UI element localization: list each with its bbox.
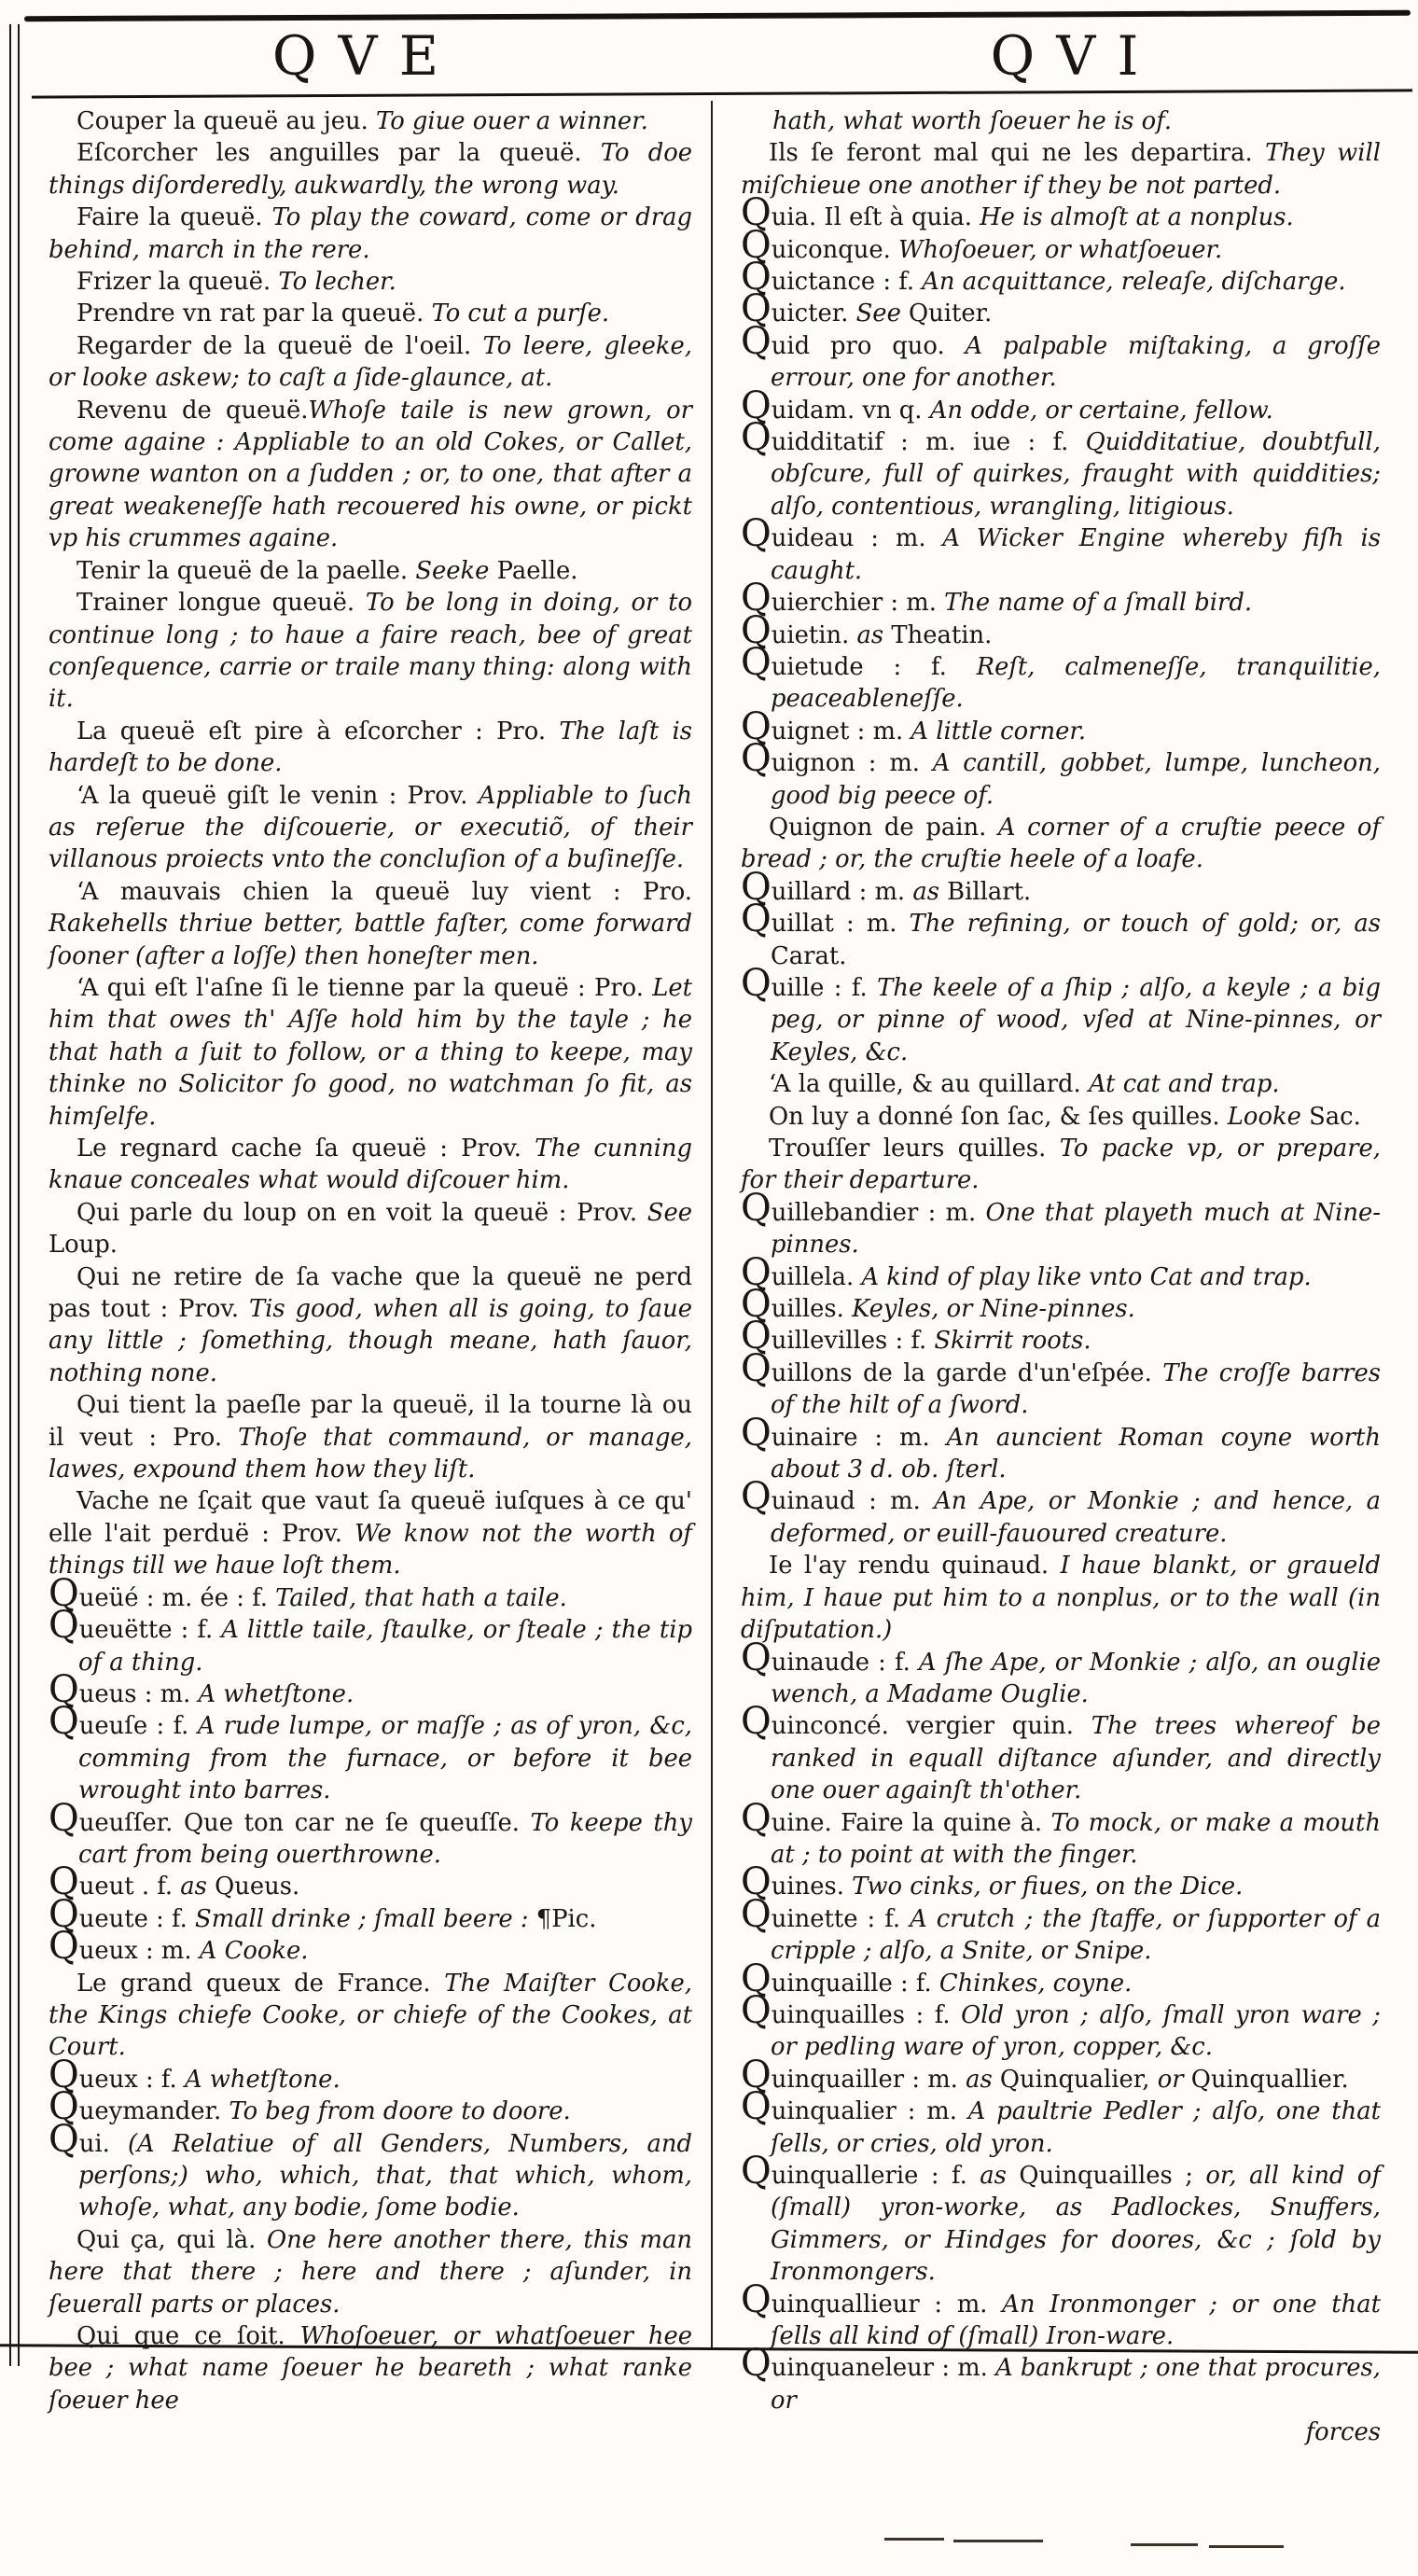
french-text: Trainer longue queuë. <box>76 589 366 618</box>
dictionary-entry <box>741 105 1381 137</box>
english-gloss: Thoſe that commaund, or manage, lawes, expound them how they liſt. <box>49 1423 692 1484</box>
french-text: Quignon de pain. <box>769 813 998 842</box>
dictionary-entry <box>49 1796 692 1872</box>
dictionary-entry <box>741 2085 1382 2160</box>
french-text: Quinaire : m. <box>741 1411 947 1455</box>
dictionary-entry <box>49 105 692 137</box>
english-gloss: A whetſtone. <box>198 1679 354 1708</box>
english-gloss: An Ape, or Monkie ; and hence, a deformed, or euill-fauoured creature. <box>771 1487 1381 1548</box>
french-text: Queuſſer. Que ton car ne ſe queuſſe. <box>49 1796 531 1840</box>
foot-press-mark <box>953 2540 1043 2542</box>
english-gloss: An acquittance, releaſe, diſcharge. <box>922 268 1346 297</box>
french-text: Prendre vn rat par la queuë. <box>76 299 432 328</box>
english-gloss: Seeke <box>415 556 497 585</box>
english-gloss: An auncient Roman coyne worth about 3 d. ob. ſterl. <box>771 1423 1381 1484</box>
french-text: Quignet : m. <box>741 704 911 748</box>
dictionary-entry <box>49 1485 692 1581</box>
english-gloss: To be long in doing, or to continue long ; to haue a faire reach, bee of great conſequence, carrie or traile many thing: along with it. <box>49 589 692 714</box>
dictionary-entry <box>741 1283 1381 1327</box>
english-gloss: A whetſtone. <box>184 2065 341 2094</box>
english-gloss: Let him that owes th' Aſſe hold him by the tayle ; he that hath a ſuit to follow, or a thing to keepe, may thinke no Solicitor ſo good, no watchman ſo fit, as himſelfe. <box>49 973 692 1131</box>
french-text: Quinaud : m. <box>741 1475 935 1519</box>
french-text: Queus. <box>215 1873 300 1901</box>
french-text: Quinquailler : m. <box>741 2053 966 2096</box>
english-gloss: A little taile, ſtaulke, or ſteale ; the tip of a thing. <box>78 1616 692 1677</box>
dictionary-entry <box>741 961 1381 1068</box>
dictionary-entry <box>741 223 1381 267</box>
english-gloss: An odde, or certaine, fellow. <box>929 396 1273 425</box>
english-gloss: The cunning knaue conceales what would diſcouer him. <box>49 1135 692 1195</box>
dictionary-entry <box>49 2224 692 2320</box>
english-gloss: The laſt is hardeſt to be done. <box>49 717 692 778</box>
french-text: Qui tient la paeſle par la queuë, il la tourne là ou il veut : Pro. <box>49 1391 692 1452</box>
english-gloss: A cantill, gobbet, lumpe, luncheon, good big peece of. <box>771 749 1381 810</box>
dictionary-entry <box>741 1068 1381 1100</box>
dictionary-entry <box>741 1892 1381 1968</box>
dictionary-entry <box>741 812 1381 876</box>
french-text: Quinquailles ; <box>1019 2162 1206 2190</box>
dictionary-entry <box>741 1636 1381 1711</box>
french-text: Queute : f. <box>49 1892 196 1936</box>
dictionary-entry <box>741 737 1381 812</box>
dictionary-entry <box>49 1197 692 1261</box>
dictionary-entry <box>741 1550 1381 1646</box>
french-text: Revenu de queuë. <box>76 396 309 425</box>
french-text: Quinqualier : m. <box>741 2085 968 2129</box>
dictionary-entry <box>741 319 1381 395</box>
french-text: Qui ça, qui là. <box>76 2225 267 2254</box>
french-text: ‘A mauvais chien la queuë luy vient : Pro. <box>76 877 692 906</box>
running-head-right: QVI <box>990 24 1161 88</box>
french-text: Loup. <box>49 1231 118 1260</box>
english-gloss: They will miſchieue one another if they be not parted. <box>741 139 1381 200</box>
english-gloss: A corner of a cruſtie peece of bread ; or, the cruſtie heele of a loafe. <box>741 813 1381 874</box>
french-text: Queux : f. <box>49 2053 185 2096</box>
english-gloss: To doe things diſorderedly, aukwardly, the wrong way. <box>49 139 693 200</box>
french-text: ¶Pic. <box>535 1904 597 1933</box>
dictionary-entry <box>49 137 692 202</box>
french-text: Carat. <box>771 941 847 970</box>
english-gloss: The Maiſter Cooke, the Kings chiefe Cooke, or chiefe of the Cookes, at Court. <box>49 1969 692 2062</box>
french-text: Quillebandier : m. <box>741 1186 986 1230</box>
french-text: Quilles. <box>741 1283 853 1327</box>
french-text: Queus : m. <box>49 1667 199 1711</box>
french-text: Quinquailles : f. <box>741 1988 962 2032</box>
english-gloss: Whoſoeuer, or whatſoeuer. <box>898 235 1223 264</box>
french-text: Ie l'ay rendu quinaud. <box>769 1552 1061 1580</box>
dictionary-entry <box>741 1101 1381 1133</box>
french-text: Tenir la queuë de la paelle. <box>76 556 416 585</box>
dictionary-entry <box>741 287 1381 331</box>
english-gloss: See <box>855 299 910 328</box>
header-rule <box>32 89 1412 98</box>
french-text: Qui parle du loup on en voit la queuë : Prov. <box>76 1198 647 1227</box>
english-gloss: The name of a ſmall bird. <box>944 589 1253 618</box>
english-gloss: To leere, gleeke, or looke askew; to caſt a ſide-glaunce, at. <box>49 331 692 393</box>
french-text: Quine. Faire la quine à. <box>741 1796 1051 1840</box>
dictionary-entry <box>741 256 1381 299</box>
dictionary-entry <box>741 191 1381 235</box>
french-text: Paelle. <box>496 556 578 585</box>
french-text: Queut . f. <box>49 1860 181 1904</box>
french-text: Quinquaille : f. <box>741 1956 939 2000</box>
dictionary-entry <box>741 2150 1381 2289</box>
french-text: Quillela. <box>741 1250 862 1294</box>
english-gloss: A Wicker Engine whereby fiſh is caught. <box>771 524 1381 585</box>
left-column <box>49 105 692 2416</box>
english-gloss: A bankrupt ; one that procures, or <box>771 2354 1381 2415</box>
english-gloss: A paultrie Pedler ; alſo, one that ſells, or cries, old yron. <box>771 2097 1382 2158</box>
dictionary-entry <box>49 587 692 716</box>
french-text: La queuë eſt pire à eſcorcher : Pro. <box>76 717 560 745</box>
english-gloss: Tis good, when all is going, to ſaue any little ; ſomething, though meane, hath ſauor, nothing none. <box>49 1295 692 1387</box>
dictionary-entry <box>741 2277 1382 2353</box>
french-text: Queymander. <box>49 2085 229 2129</box>
dictionary-entry <box>49 1667 692 1711</box>
french-text: Couper la queuë au jeu. <box>76 107 376 135</box>
french-text: Quinqualier, <box>999 2065 1158 2094</box>
dictionary-entry <box>49 202 692 266</box>
french-text: Quinquaneleur : m. <box>741 2342 996 2386</box>
french-text: Quinquallier. <box>1190 2065 1349 2094</box>
dictionary-entry <box>741 137 1381 202</box>
english-gloss: To keepe thy cart from being ouerthrowne. <box>78 1808 692 1869</box>
french-text: Quicter. <box>741 287 856 331</box>
dictionary-entry <box>49 716 692 780</box>
dictionary-entry <box>741 416 1381 522</box>
french-text: Quiconque. <box>741 223 899 267</box>
dictionary-entry <box>49 1860 692 1904</box>
dictionary-entry <box>741 704 1381 748</box>
foot-press-mark <box>1209 2545 1284 2548</box>
french-text: Le grand queux de France. <box>76 1969 445 1998</box>
english-gloss: One here another there, this man here that there ; here and there ; aſunder, in ſeuerall parts or places. <box>49 2225 692 2318</box>
english-gloss: Appliable to ſuch as reſerue the diſcouerie, or executiõ, of their villanous proiects vnto the concluſion of a buſineſſe. <box>49 781 692 874</box>
dictionary-entry <box>49 1700 692 1806</box>
english-gloss: Two cinks, or fiues, on the Dice. <box>852 1873 1244 1901</box>
french-text: Eſcorcher les anguilles par la queuë. <box>76 139 601 168</box>
english-gloss: A rude lumpe, or maſſe ; as of yron, &c, comming from the furnace, or before it bee wrought into barres. <box>78 1712 692 1805</box>
dictionary-entry <box>49 2053 692 2096</box>
dictionary-entry <box>49 876 692 972</box>
english-gloss: A little corner. <box>911 717 1087 745</box>
dictionary-entry <box>741 608 1381 652</box>
french-text: Quia. Il eſt à quia. <box>741 191 980 235</box>
english-gloss: To play the coward, come or drag behind, march in the rere. <box>49 203 692 264</box>
dictionary-entry <box>741 1956 1381 2000</box>
dictionary-entry <box>49 1389 692 1485</box>
english-gloss: To giue ouer a winner. <box>375 107 648 135</box>
english-gloss: To cut a purſe. <box>431 299 610 328</box>
english-gloss: as <box>856 620 892 649</box>
french-text: ‘A la quille, & au quillard. <box>769 1070 1089 1099</box>
french-text: Queuëtte : f. <box>49 1604 222 1648</box>
dictionary-entry <box>741 865 1381 909</box>
english-gloss: Tailed, that hath a taile. <box>275 1583 567 1612</box>
english-gloss: I haue blankt, or graueld him, I haue put him to a nonplus, or to the wall (in diſputation.) <box>741 1552 1381 1645</box>
dictionary-entry <box>49 2085 692 2129</box>
french-text: Quillat : m. <box>741 898 910 941</box>
foot-press-mark <box>1131 2543 1198 2546</box>
english-gloss: (A Relatiue of all Genders, Numbers, and perſons;) who, which, that, that which, whom, whoſe, what, any bodie, ſome bodie. <box>78 2129 692 2222</box>
dictionary-entry <box>49 266 692 298</box>
french-text: Queüé : m. ée : f. <box>49 1571 276 1615</box>
french-text: Queuſe : f. <box>49 1700 198 1744</box>
french-text: Qui. <box>49 2117 128 2161</box>
english-gloss: The trees whereof be ranked in equall diſtance aſunder, and directly one ouer againſt th'other. <box>771 1712 1381 1805</box>
french-text: Frizer la queuë. <box>76 268 279 297</box>
english-gloss: A palpable miſtaking, a groſſe errour, one for another. <box>771 331 1381 393</box>
english-gloss: hath, what worth ſoeuer he is of. <box>772 107 1173 135</box>
english-gloss: To packe vp, or prepare, for their departure. <box>741 1135 1382 1195</box>
english-gloss: A Cooke. <box>199 1937 309 1966</box>
dictionary-entry <box>741 1186 1381 1261</box>
english-gloss: The keele of a ſhip ; alſo, a keyle ; a big peg, or pinne of wood, vſed at Nine-pinnes, or Keyles, &c. <box>771 973 1381 1066</box>
dictionary-entry <box>49 1968 692 2064</box>
french-text: Quinaude : f. <box>741 1636 919 1679</box>
french-text: Quiter. <box>909 299 993 328</box>
english-gloss: or <box>1157 2065 1191 2094</box>
english-gloss: We know not the worth of things till we haue loſt them. <box>49 1519 692 1580</box>
running-head-left: QVE <box>271 24 461 88</box>
french-text: Quietude : f. <box>741 640 977 684</box>
english-gloss: A crutch ; the ſtaffe, or ſupporter of a cripple ; alſo, a Snite, or Snipe. <box>771 1904 1381 1966</box>
french-text: Billart. <box>947 877 1032 906</box>
dictionary-entry <box>741 2053 1381 2096</box>
dictionary-entry <box>741 2342 1381 2416</box>
english-gloss: To lecher. <box>278 268 396 297</box>
english-gloss: Skirrit roots. <box>934 1327 1091 1356</box>
french-text: Quillevilles : f. <box>741 1315 935 1358</box>
dictionary-entry <box>741 1411 1381 1486</box>
right-column <box>741 105 1381 2449</box>
english-gloss: The refining, or touch of gold; or, as <box>909 910 1381 939</box>
catchword <box>741 2416 1381 2448</box>
french-text: ‘A la queuë giſt le venin : Prov. <box>76 781 479 810</box>
dictionary-entry <box>49 1261 692 1390</box>
dictionary-entry <box>49 1571 692 1615</box>
english-gloss: The croſſe barres of the hilt of a ſword. <box>771 1358 1381 1420</box>
dictionary-entry <box>741 577 1381 620</box>
dictionary-entry <box>49 1133 692 1197</box>
english-gloss: Rakehells thriue better, battle faſter, come forward ſooner (after a loſſe) then honeſter men. <box>49 910 692 970</box>
french-text: Quinconcé. vergier quin. <box>741 1700 1091 1744</box>
english-gloss: Keyles, or Nine-pinnes. <box>852 1295 1135 1324</box>
english-gloss: as <box>980 2162 1020 2190</box>
french-text: Quillons de la garde d'un'eſpée. <box>741 1346 1163 1390</box>
french-text: Sac. <box>1309 1102 1361 1131</box>
english-gloss: Old yron ; alſo, ſmall yron ware ; or pedling ware of yron, copper, &c. <box>771 2000 1381 2062</box>
english-gloss: Whoſe taile is new grown, or come againe : Appliable to an old Cokes, or Callet, growne wanton on a ſudden ; or, to one, that after a great weakeneſſe hath recouered his owne, or pickt vp his crummes againe. <box>49 396 692 553</box>
french-text: Quideau : m. <box>741 512 943 556</box>
left-page-border-inner <box>18 24 20 2366</box>
column-divider <box>711 101 713 2347</box>
french-text: Quid pro quo. <box>741 319 966 363</box>
dictionary-entry <box>49 555 692 587</box>
dictionary-entry <box>741 1796 1381 1872</box>
french-text: Theatin. <box>891 620 993 649</box>
foot-press-mark <box>884 2538 944 2541</box>
dictionary-entry <box>741 1988 1381 2064</box>
french-text: Quille : f. <box>741 961 878 1005</box>
dictionary-entry <box>49 972 692 1133</box>
english-gloss: Quidditatiue, doubtfull, obſcure, full of quirkes, fraught with quiddities; alſo, contentious, wrangling, litigious. <box>771 428 1381 521</box>
english-gloss: A ſhe Ape, or Monkie ; alſo, an ouglie wench, a Madame Ouglie. <box>771 1648 1381 1708</box>
french-text: Vache ne ſçait que vaut ſa queuë iuſques à ce qu' elle l'ait perduë : Prov. <box>49 1487 692 1548</box>
french-text: On luy a donné ſon ſac, & ſes quilles. <box>769 1102 1228 1131</box>
english-gloss: A kind of play like vnto Cat and trap. <box>861 1262 1312 1291</box>
dictionary-entry <box>49 780 692 876</box>
french-text: Quignon : m. <box>741 737 933 781</box>
dictionary-entry <box>49 1892 692 1936</box>
french-text: Quierchier : m. <box>741 577 945 620</box>
dictionary-entry <box>49 330 692 395</box>
english-gloss: One that playeth much at Nine-pinnes. <box>771 1198 1381 1260</box>
english-gloss: Whoſoeuer, or whatſoeuer hee bee ; what name ſoeuer he beareth ; what ranke ſoeuer hee <box>49 2322 692 2415</box>
english-gloss: See <box>646 1198 692 1227</box>
french-text: Quillard : m. <box>741 865 913 909</box>
dictionary-entry <box>741 1346 1381 1422</box>
dictionary-entry <box>49 2320 692 2416</box>
french-text: Quinquallerie : f. <box>741 2150 980 2193</box>
dictionary-entry <box>49 395 692 555</box>
dictionary-entry <box>49 1604 692 1678</box>
english-gloss: To beg from doore to doore. <box>229 2097 571 2126</box>
left-page-border-outer <box>9 24 11 2366</box>
dictionary-entry <box>741 383 1381 427</box>
french-text: Quines. <box>741 1860 853 1904</box>
french-text: Quietin. <box>741 608 857 652</box>
english-gloss: forces <box>1305 2418 1381 2447</box>
french-text: Quictance : f. <box>741 256 923 299</box>
dictionary-entry <box>741 640 1382 716</box>
english-gloss: as <box>966 2065 1000 2094</box>
dictionary-entry <box>49 1925 692 1969</box>
french-text: Regarder de la queuë de l'oeil. <box>76 331 483 360</box>
french-text: ‘A qui eſt l'aſne ſi le tienne par la queuë : Pro. <box>76 973 653 1002</box>
french-text: Queux : m. <box>49 1925 200 1969</box>
dictionary-entry <box>49 2117 692 2224</box>
dictionary-entry <box>741 1250 1381 1294</box>
french-text: Quinquallieur : m. <box>741 2277 1003 2321</box>
english-gloss: At cat and trap. <box>1088 1070 1280 1099</box>
french-text: Qui ne retire de ſa vache que la queuë ne perd pas tout : Prov. <box>49 1262 692 1324</box>
french-text: Ils ſe feront mal qui ne les departira. <box>769 139 1266 168</box>
dictionary-entry <box>741 1315 1381 1358</box>
english-gloss: He is almoſt at a nonplus. <box>980 203 1294 232</box>
dictionary-entry <box>741 1700 1381 1806</box>
french-text: Quidam. vn q. <box>741 383 930 427</box>
english-gloss: or, all kind of (ſmall) yron-worke, as Padlockes, Snuffers, Gimmers, or Hindges for doores, &c ; ſold by Ironmongers. <box>771 2162 1381 2287</box>
english-gloss: Reſt, calmeneſſe, tranquilitie, peaceableneſſe. <box>771 652 1382 714</box>
top-rule <box>24 10 1411 21</box>
english-gloss: Small drinke ; ſmall beere : <box>195 1904 536 1933</box>
english-gloss: To mock, or make a mouth at ; to point at with the finger. <box>771 1808 1381 1869</box>
french-text: Le regnard cache ſa queuë : Prov. <box>76 1135 535 1163</box>
english-gloss: as <box>180 1873 215 1901</box>
english-gloss: Looke <box>1227 1102 1310 1131</box>
dictionary-entry <box>741 512 1381 587</box>
french-text: Quinette : f. <box>741 1892 911 1936</box>
english-gloss: An Ironmonger ; or one that ſells all kind of (ſmall) Iron-ware. <box>771 2290 1382 2351</box>
dictionary-entry <box>741 1133 1381 1197</box>
dictionary-entry <box>741 1860 1381 1904</box>
dictionary-entry <box>49 298 692 329</box>
english-gloss: as <box>912 877 948 906</box>
french-text: Faire la queuë. <box>76 203 272 232</box>
english-gloss: Chinkes, coyne. <box>938 1969 1133 1998</box>
dictionary-entry <box>741 898 1381 972</box>
french-text: Quidditatif : m. iue : f. <box>741 416 1086 460</box>
french-text: Qui que ce ſoit. <box>76 2322 300 2351</box>
french-text: Trouſſer leurs quilles. <box>769 1135 1060 1163</box>
dictionary-entry <box>741 1475 1381 1550</box>
